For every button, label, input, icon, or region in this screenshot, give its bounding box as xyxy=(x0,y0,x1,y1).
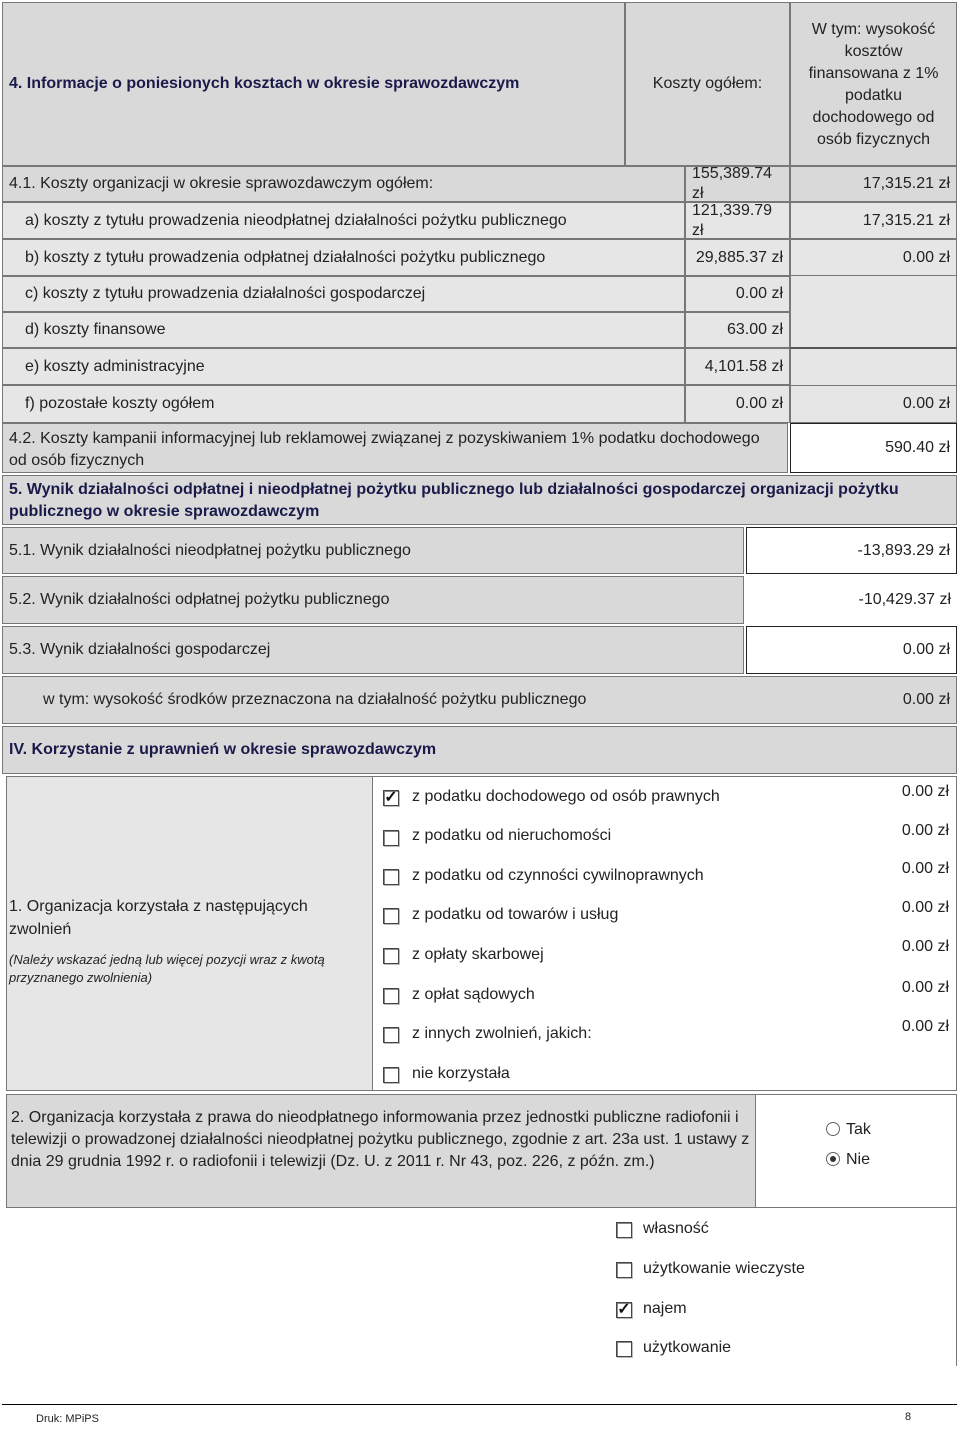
row-e-total-value: 4,101.58 zł xyxy=(704,357,783,375)
property-label: własność xyxy=(643,1220,709,1237)
exemption-value: 0.00 zł xyxy=(901,783,949,800)
row-5-1-value-text: -13,893.29 zł xyxy=(857,541,950,559)
footer-line xyxy=(2,1404,957,1405)
exemption-row[interactable] xyxy=(383,899,949,927)
radio-label: Tak xyxy=(846,1121,871,1138)
row-a-share-value: 17,315.21 zł xyxy=(862,211,950,229)
property-row[interactable] xyxy=(616,1259,916,1281)
property-checkbox[interactable] xyxy=(616,1341,632,1357)
exemption-row[interactable] xyxy=(383,822,949,848)
property-row[interactable] xyxy=(616,1219,916,1241)
row-4-1-label xyxy=(2,166,685,202)
campaign-value xyxy=(790,423,957,473)
section5-title xyxy=(2,475,957,525)
row-4-1-share xyxy=(790,166,957,202)
exemption-row[interactable] xyxy=(383,783,949,809)
row-d-total xyxy=(685,312,790,348)
exemption-checkbox[interactable] xyxy=(383,830,399,846)
row-f-total xyxy=(685,385,790,423)
row-4-1-label-text: 4.1. Koszty organizacji w okresie sprawozdawczym ogółem: xyxy=(9,175,434,192)
row-c-label xyxy=(2,276,685,312)
radio-label: Nie xyxy=(846,1151,871,1168)
radio-option-tak[interactable] xyxy=(826,1120,906,1140)
exemption-label: z podatku od czynności cywilnoprawnych xyxy=(412,867,704,884)
row-5-3-value xyxy=(746,626,957,674)
row-b-label-text: b) koszty z tytułu prowadzenia odpłatnej działalności pożytku publicznego xyxy=(25,248,546,266)
row-b-total xyxy=(685,239,790,276)
footer-print: Druk: MPiPS xyxy=(36,1413,99,1425)
row-d-label-text: d) koszty finansowe xyxy=(25,321,166,338)
radio-button[interactable] xyxy=(826,1122,840,1136)
share-empty-divider xyxy=(790,347,957,349)
property-row[interactable] xyxy=(616,1299,916,1321)
section5-title-text: 5. Wynik działalności odpłatnej i nieodpłatnej pożytku publicznego lub działalności gospodarczej organizacji pożytku publicznego w okresie sprawozdawczym xyxy=(9,481,899,520)
property-label: użytkowanie xyxy=(643,1339,732,1356)
row-a-total-value: 121,339.79 zł xyxy=(692,201,773,239)
row-5-2-label-text: 5.2. Wynik działalności odpłatnej pożytku publicznego xyxy=(9,591,390,608)
row-5-3-label xyxy=(2,626,744,674)
exemption-value: 0.00 zł xyxy=(901,979,949,996)
q2-question xyxy=(6,1094,756,1208)
sectionIV-title xyxy=(2,726,957,774)
row-4-1-total xyxy=(685,166,790,202)
property-checkbox[interactable] xyxy=(616,1262,632,1278)
exemption-value: 0.00 zł xyxy=(901,899,949,916)
section4-title-text: 4. Informacje o poniesionych kosztach w okresie sprawozdawczym xyxy=(9,75,520,92)
row-d-total-value: 63.00 zł xyxy=(726,321,783,338)
row-e-total xyxy=(685,348,790,385)
row-e-label xyxy=(2,348,685,385)
exemption-checkbox[interactable] xyxy=(383,869,399,885)
row-5-3-sub-label-text: w tym: wysokość środków przeznaczona na działalność pożytku publicznego xyxy=(43,691,587,708)
q2-label-text: 2. Organizacja korzystała z prawa do nieodpłatnego informowania przez jednostki publiczne radiofonii i telewizji o prowadzonej działalności nieodpłatnej pożytku publicznego, zgodnie z art. 23a ust. 1 ustawy z dnia 29 grudnia 1992 r. o radiofonii i telewizji (Dz. U. z 2011 r. Nr 43, poz. 226, z późn. zm.) xyxy=(11,1109,750,1170)
share-empty-area xyxy=(790,276,957,385)
exemption-value: 0.00 zł xyxy=(901,1018,949,1035)
row-5-1-label xyxy=(2,527,744,574)
exemption-checkbox[interactable] xyxy=(383,908,399,924)
row-5-3-sub-value-text: 0.00 zł xyxy=(902,691,950,708)
exemption-value: 0.00 zł xyxy=(901,822,949,839)
row-4-1-share-value: 17,315.21 zł xyxy=(862,175,950,192)
exemption-checkbox[interactable] xyxy=(383,948,399,964)
exemption-row[interactable] xyxy=(383,1064,943,1086)
property-checkbox[interactable] xyxy=(616,1302,632,1318)
exemption-value: 0.00 zł xyxy=(901,938,949,955)
row-5-1-label-text: 5.1. Wynik działalności nieodpłatnej pożytku publicznego xyxy=(9,541,411,559)
row-e-label-text: e) koszty administracyjne xyxy=(25,357,205,375)
exemption-checkbox[interactable] xyxy=(383,790,399,806)
row-f-share xyxy=(790,385,957,423)
row-a-label xyxy=(2,202,685,239)
row-a-label-text: a) koszty z tytułu prowadzenia nieodpłatnej działalności pożytku publicznego xyxy=(25,211,567,229)
exemption-row[interactable] xyxy=(383,979,949,1007)
row-f-share-value: 0.00 zł xyxy=(902,395,950,412)
exemption-row[interactable] xyxy=(383,860,949,888)
exemption-label: z opłat sądowych xyxy=(412,986,535,1003)
row-5-2-value xyxy=(746,576,957,624)
campaign-label-text: 4.2. Koszty kampanii informacyjnej lub reklamowej związanej z pozyskiwaniem 1% podatku dochodowego od osób fizycznych xyxy=(9,430,760,469)
row-b-total-value: 29,885.37 zł xyxy=(695,248,783,266)
exemption-label: z podatku od nieruchomości xyxy=(412,827,612,844)
q1-label: 1. Organizacja korzystała z następujących zwolnień xyxy=(9,898,308,938)
row-5-2-value-text: -10,429.37 zł xyxy=(858,591,951,608)
col-total-header-text: Koszty ogółem: xyxy=(652,75,763,92)
exemption-label: z innych zwolnień, jakich: xyxy=(412,1025,592,1042)
row-c-total xyxy=(685,276,790,312)
q1-note: (Należy wskazać jedną lub więcej pozycji wraz z kwotą przyznanego zwolnienia) xyxy=(9,952,325,985)
radio-button[interactable] xyxy=(826,1152,840,1166)
exemption-checkbox[interactable] xyxy=(383,1027,399,1043)
row-5-3-sub-value xyxy=(790,677,956,723)
row-f-total-value: 0.00 zł xyxy=(735,395,783,412)
row-5-1-value xyxy=(746,527,957,574)
campaign-label xyxy=(2,423,788,473)
row-5-3-value-text: 0.00 zł xyxy=(902,641,950,658)
property-row[interactable] xyxy=(616,1338,916,1360)
row-b-label xyxy=(2,239,685,276)
exemption-value: 0.00 zł xyxy=(901,860,949,877)
exemption-label: z podatku dochodowego od osób prawnych xyxy=(412,788,720,805)
sectionIV-title-text: IV. Korzystanie z uprawnień w okresie sprawozdawczym xyxy=(9,741,437,758)
col-share-header xyxy=(790,2,957,166)
row-5-3-label-text: 5.3. Wynik działalności gospodarczej xyxy=(9,641,271,658)
col-total-header xyxy=(625,2,790,166)
row-c-label-text: c) koszty z tytułu prowadzenia działalności gospodarczej xyxy=(25,285,426,302)
exemption-label: z podatku od towarów i usług xyxy=(412,906,619,923)
exemption-row[interactable] xyxy=(383,938,949,967)
exemption-label: z opłaty skarbowej xyxy=(412,946,544,963)
col-share-header-text: W tym: wysokość kosztów finansowana z 1% podatku dochodowego od osób fizycznych xyxy=(808,21,939,148)
property-checkbox[interactable] xyxy=(616,1222,632,1238)
row-b-share-value: 0.00 zł xyxy=(902,248,950,266)
row-b-share xyxy=(790,239,957,276)
row-f-label-text: f) pozostałe koszty ogółem xyxy=(25,395,215,412)
property-label: najem xyxy=(643,1300,687,1317)
property-label: użytkowanie wieczyste xyxy=(643,1260,805,1277)
row-c-total-value: 0.00 zł xyxy=(735,285,783,302)
section4-title xyxy=(2,2,625,166)
exemption-row[interactable] xyxy=(383,1018,949,1046)
row-a-share xyxy=(790,202,957,239)
exemption-label: nie korzystała xyxy=(412,1065,510,1082)
exemptions-question xyxy=(6,776,373,1091)
campaign-value-text: 590.40 zł xyxy=(885,439,950,456)
row-a-total xyxy=(685,202,790,239)
row-d-label xyxy=(2,312,685,348)
footer-page-number: 8 xyxy=(905,1411,912,1423)
row-5-2-label xyxy=(2,576,744,624)
exemption-checkbox[interactable] xyxy=(383,988,399,1004)
exemption-checkbox[interactable] xyxy=(383,1067,399,1083)
row-4-1-total-value: 155,389.74 zł xyxy=(692,165,773,202)
radio-option-nie[interactable] xyxy=(826,1150,906,1170)
row-f-label xyxy=(2,385,685,423)
